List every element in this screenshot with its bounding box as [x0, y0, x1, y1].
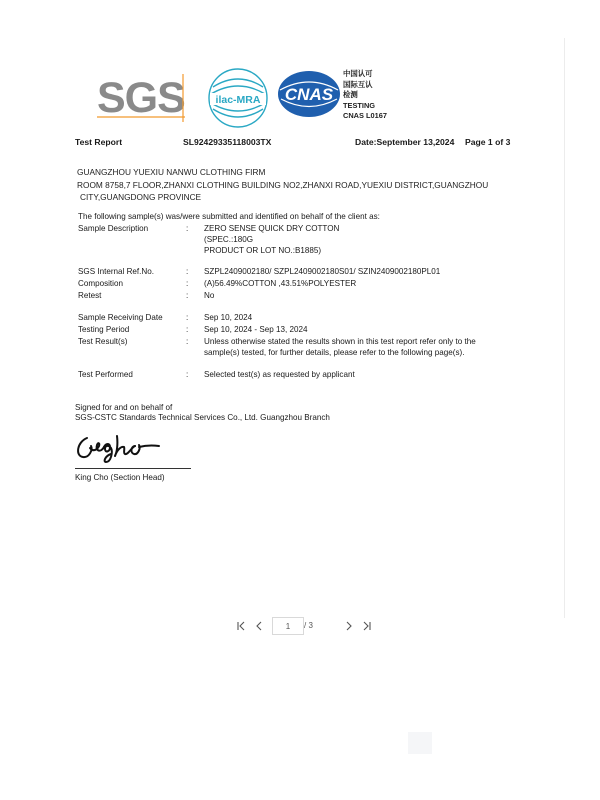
signed-for-text: Signed for and on behalf of — [75, 403, 173, 412]
sgs-ref-label: SGS Internal Ref.No. — [78, 267, 155, 276]
signatory-name: King Cho (Section Head) — [75, 473, 165, 482]
colon: : — [186, 370, 189, 379]
last-page-button[interactable] — [360, 617, 374, 635]
colon: : — [186, 267, 189, 276]
report-number: SL92429335118003TX — [183, 137, 272, 147]
testing-period-value: Sep 10, 2024 - Sep 13, 2024 — [204, 325, 308, 334]
retest-label: Retest — [78, 291, 102, 300]
sample-description-label: Sample Description — [78, 224, 149, 233]
sample-description-line1: ZERO SENSE QUICK DRY COTTON — [204, 224, 340, 233]
colon: : — [186, 337, 189, 346]
ilac-mra-logo — [205, 67, 271, 129]
page-indicator: Page 1 of 3 — [465, 137, 511, 147]
svg-text:ilac-MRA: ilac-MRA — [215, 94, 261, 106]
receiving-date-label: Sample Receiving Date — [78, 313, 163, 322]
svg-text:SGS: SGS — [97, 74, 185, 122]
testing-period-label: Testing Period — [78, 325, 130, 334]
page-number-input[interactable] — [272, 617, 304, 635]
prev-page-button[interactable] — [252, 617, 266, 635]
report-date: Date:September 13,2024 — [355, 137, 455, 147]
retest-value: No — [204, 291, 215, 300]
intro-text: The following sample(s) was/were submitted and identified on behalf of the client as: — [78, 212, 380, 221]
sample-description-line3: PRODUCT OR LOT NO.:B1885) — [204, 246, 322, 255]
sample-description-line2: (SPEC.:180G — [204, 235, 254, 244]
colon: : — [186, 279, 189, 288]
composition-value: (A)56.49%COTTON ,43.51%POLYESTER — [204, 279, 357, 288]
test-performed-value: Selected test(s) as requested by applicant — [204, 370, 355, 379]
test-results-line2: sample(s) tested, for further details, please refer to the following page(s). — [204, 348, 465, 357]
test-results-line1: Unless otherwise stated the results shown in this test report refer only to the — [204, 337, 476, 346]
first-page-button[interactable] — [234, 617, 248, 635]
svg-text:CNAS: CNAS — [284, 85, 334, 104]
sgs-logo — [95, 72, 187, 124]
chevron-right-icon — [344, 621, 354, 631]
signature-line — [75, 468, 191, 469]
page-total: / 3 — [304, 621, 313, 630]
receiving-date-value: Sep 10, 2024 — [204, 313, 253, 322]
chevron-left-icon — [254, 621, 264, 631]
test-performed-label: Test Performed — [78, 370, 133, 379]
signed-company-text: SGS-CSTC Standards Technical Services Co., Ltd. Guangzhou Branch — [75, 413, 330, 422]
pdf-pager — [234, 617, 376, 635]
composition-label: Composition — [78, 279, 123, 288]
colon: : — [186, 325, 189, 334]
report-label: Test Report — [75, 137, 123, 147]
colon: : — [186, 313, 189, 322]
colon: : — [186, 224, 189, 233]
test-results-label: Test Result(s) — [78, 337, 128, 346]
last-page-icon — [362, 621, 372, 631]
first-page-icon — [236, 621, 246, 631]
client-address-line2: CITY,GUANGDONG PROVINCE — [80, 192, 202, 202]
background-block — [408, 732, 432, 754]
sgs-ref-value: SZPL2409002180/ SZPL2409002180S01/ SZIN2409002180PL01 — [204, 267, 441, 276]
page-edge — [564, 38, 565, 618]
client-address-line1: ROOM 8758,7 FLOOR,ZHANXI CLOTHING BUILDING NO2,ZHANXI ROAD,YUEXIU DISTRICT,GUANGZHOU — [77, 180, 489, 190]
cnas-accreditation-text: 中国认可 国际互认 检测 TESTING CNAS L0167 — [343, 69, 387, 121]
colon: : — [186, 291, 189, 300]
next-page-button[interactable] — [342, 617, 356, 635]
handwritten-signature — [73, 426, 165, 466]
client-name: GUANGZHOU YUEXIU NANWU CLOTHING FIRM — [77, 167, 266, 177]
cnas-logo — [276, 68, 342, 120]
